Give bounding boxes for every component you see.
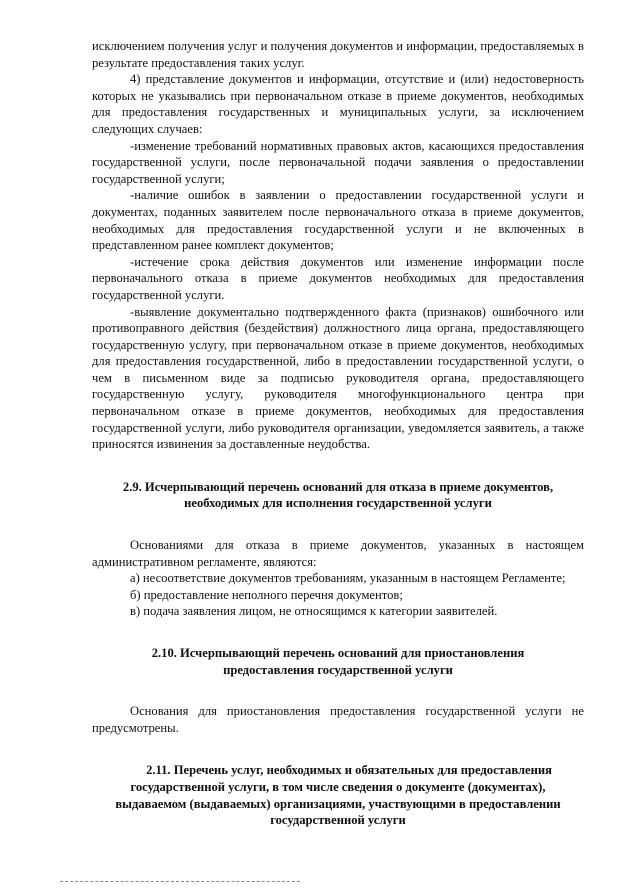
section-heading-2-10: [92, 645, 584, 678]
list-item: а) несоответствие документов требованиям, указанным в настоящем Регламенте;: [130, 571, 566, 586]
document-page: [92, 38, 584, 829]
heading-line: государственной услуги: [270, 813, 406, 828]
footer-divider: [60, 881, 300, 882]
heading-line: 2.10. Исчерпывающий перечень оснований для приостановления: [151, 646, 525, 660]
heading-line: предоставления государственной услуги: [223, 662, 453, 677]
list-item: -изменение требований нормативных правовых актов, касающихся предоставления государственной услуги, после первоначальной подачи заявления о предоставлении государственной услуги;: [92, 138, 584, 186]
list-item: -истечение срока действия документов или изменение информации после первоначального отказа в приеме документов необходимых для предоставления государственной услуги.: [92, 254, 584, 302]
paragraph: Основаниями для отказа в приеме документов, указанных в настоящем административном регламенте, являются:: [92, 538, 584, 569]
heading-line: выдаваемом (выдаваемых) организациями, участвующими в предоставлении: [115, 796, 561, 811]
paragraph: 4) представление документов и информации, отсутствие и (или) недостоверность которых не указывались при первоначальном отказе в приеме документов, необходимых для предоставления государственных и муниципальных услуги, за исключением следующих случаев:: [92, 72, 584, 136]
heading-line: 2.11. Перечень услуг, необходимых и обязательных для предоставления: [146, 763, 552, 778]
paragraph: Основания для приостановления предоставления государственной услуги не предусмотрены.: [92, 704, 584, 735]
list-item: -выявление документально подтвержденного факта (признаков) ошибочного или противоправного действия (бездействия) должностного лица органа, предоставляющего государственную услугу, при первоначальном отказе в приеме документов, необходимых для предоставления государственной, либо в предоставлении государственной услуги, о чем в письменном виде за подписью руководителя органа, предоставляющего государственную услугу, руководителя многофункционального центра при первоначальном отказе в приеме документов, необходимых для предоставления государственной услуги, либо руководителя организации, уведомляется заявитель, а также приносятся извинения за доставленные неудобства.: [92, 304, 584, 452]
section-heading-2-9: [92, 479, 584, 512]
list-item: -наличие ошибок в заявлении о предоставлении государственной услуги и документах, поданных заявителем после первоначального отказа в приеме документов, необходимых для предоставления государственной услуги и не включенных в представленном ранее комплект документов;: [92, 188, 584, 253]
list-item: в) подача заявления лицом, не относящимся к категории заявителей.: [130, 604, 498, 619]
paragraph: исключением получения услуг и получения документов и информации, предоставляемых в результате предоставления таких услуг.: [92, 39, 584, 70]
heading-line: 2.9. Исчерпывающий перечень оснований для отказа в приеме документов,: [122, 479, 554, 494]
list-item: б) предоставление неполного перечня документов;: [130, 587, 403, 602]
heading-line: государственной услуги, в том числе сведения о документе (документах),: [130, 779, 546, 794]
section-heading-2-11: [92, 762, 584, 828]
heading-line: необходимых для исполнения государственной услуги: [184, 496, 492, 511]
